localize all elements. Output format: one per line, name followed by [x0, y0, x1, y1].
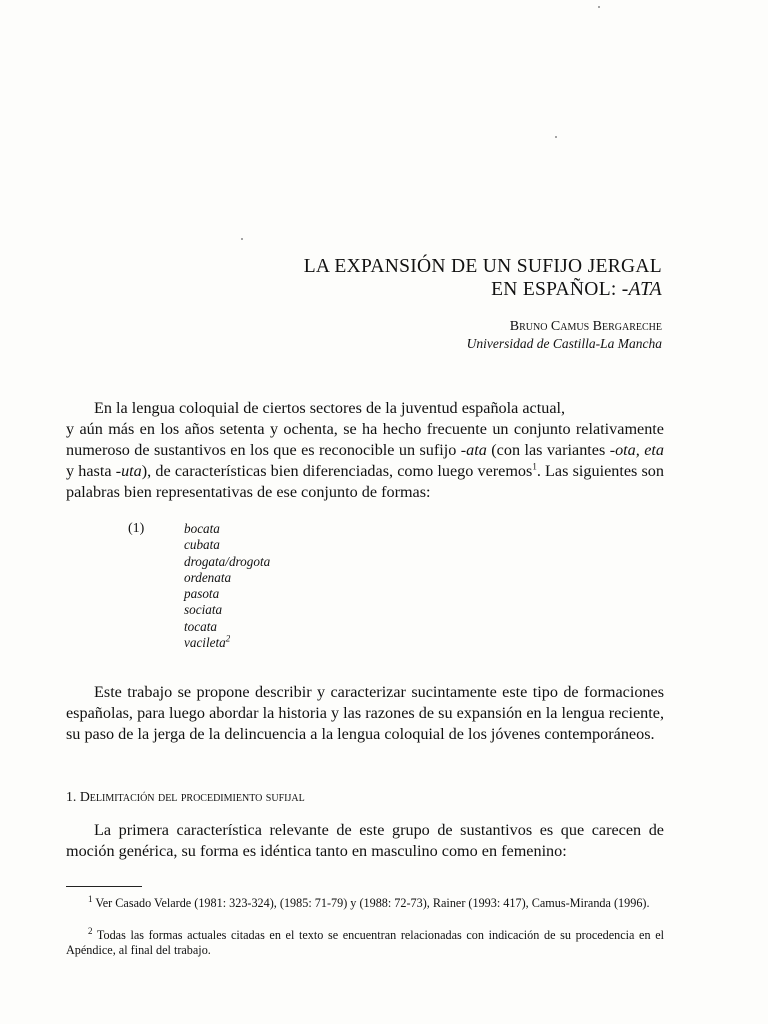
paragraph-3 — [66, 820, 664, 862]
example-item: vacileta — [184, 635, 226, 651]
variants-items: -ota, eta — [609, 441, 664, 459]
footnote-1-mark: 1 — [88, 893, 93, 904]
scan-speck — [598, 6, 600, 8]
footnote-2 — [66, 925, 664, 958]
example-item: ordenata — [184, 569, 232, 585]
title-line-1: LA EXPANSIÓN DE UN SUFIJO JERGAL — [303, 256, 662, 277]
example-number: (1) — [128, 521, 145, 536]
section-number: 1. — [66, 789, 77, 804]
author-name: Bruno Camus Bergareche — [509, 319, 662, 334]
example-item: drogata/drogota — [184, 553, 271, 569]
intro-first-line: En la lengua coloquial de ciertos sectores de la juventud española actual, — [94, 399, 566, 417]
footnote-ref-2[interactable]: 2 — [225, 633, 231, 644]
paragraph-2-text: Este trabajo se propone describir y caracterizar sucintamente este tipo de formaciones españolas, para luego abordar la historia y las razones de su expansión en la lengua reciente, su paso de la jerga de la delincuencia a la lengua coloquial de los jóvenes contemporáneos. — [66, 683, 664, 743]
author-affiliation: Universidad de Castilla-La Mancha — [466, 336, 662, 351]
variants-text: (con las variantes — [486, 441, 610, 459]
paper-title — [304, 255, 662, 301]
intro-text: y aún más en los años setenta y ochenta, se ha hecho frecuente un conjunto relativamente numeroso de sustantivos en los que es reconocible un sufijo — [66, 420, 664, 459]
paragraph-3-text: La primera característica relevante de este grupo de sustantivos es que carecen de moción genérica, su forma es idéntica tanto en masculino como en femenino: — [66, 821, 664, 860]
title-suffix: -ATA — [621, 279, 662, 300]
intro-paragraph — [66, 398, 664, 503]
intro-end: . Las siguientes son palabras bien representativas de ese conjunto de formas: — [66, 462, 664, 501]
title-line-2 — [304, 278, 662, 301]
example-item: sociata — [184, 602, 223, 618]
section-heading — [66, 789, 305, 805]
scan-speck — [555, 136, 557, 138]
example-item: bocata — [184, 521, 220, 536]
title-line-2-prefix: EN ESPAÑOL: — [491, 279, 622, 300]
footnote-2-line — [66, 925, 664, 958]
footnote-ref-1[interactable]: 1 — [532, 461, 537, 472]
suffix-uta: -uta — [115, 462, 142, 480]
footnote-2-text: Todas las formas actuales citadas en el texto se encuentran relacionadas con indicación de su procedencia en el Apéndice, al final del trabajo. — [66, 928, 664, 957]
footnote-2-mark: 2 — [88, 925, 93, 936]
paragraph-2 — [66, 682, 664, 745]
example-item-last — [184, 635, 270, 651]
footnote-1 — [66, 893, 664, 911]
variants-text-2: y hasta — [66, 462, 116, 480]
scan-speck — [241, 238, 243, 240]
footnote-1-text: Ver Casado Velarde (1981: 323-324), (1985: 71-79) y (1988: 72-73), Rainer (1993: 417), Camus-Miranda (1996). — [95, 896, 650, 910]
example-item: cubata — [184, 537, 220, 553]
example-items — [128, 521, 270, 651]
footnote-divider — [66, 886, 142, 887]
example-list — [128, 521, 270, 651]
author-block — [467, 318, 662, 352]
footnote-1-line — [66, 893, 664, 911]
suffix-ata: -ata — [460, 441, 487, 459]
example-item: tocata — [184, 618, 217, 634]
intro-continuation: ), de características bien diferenciadas, como luego veremos — [141, 462, 533, 480]
example-item: pasota — [184, 586, 220, 602]
section-title: Delimitación del procedimiento sufijal — [79, 789, 305, 804]
